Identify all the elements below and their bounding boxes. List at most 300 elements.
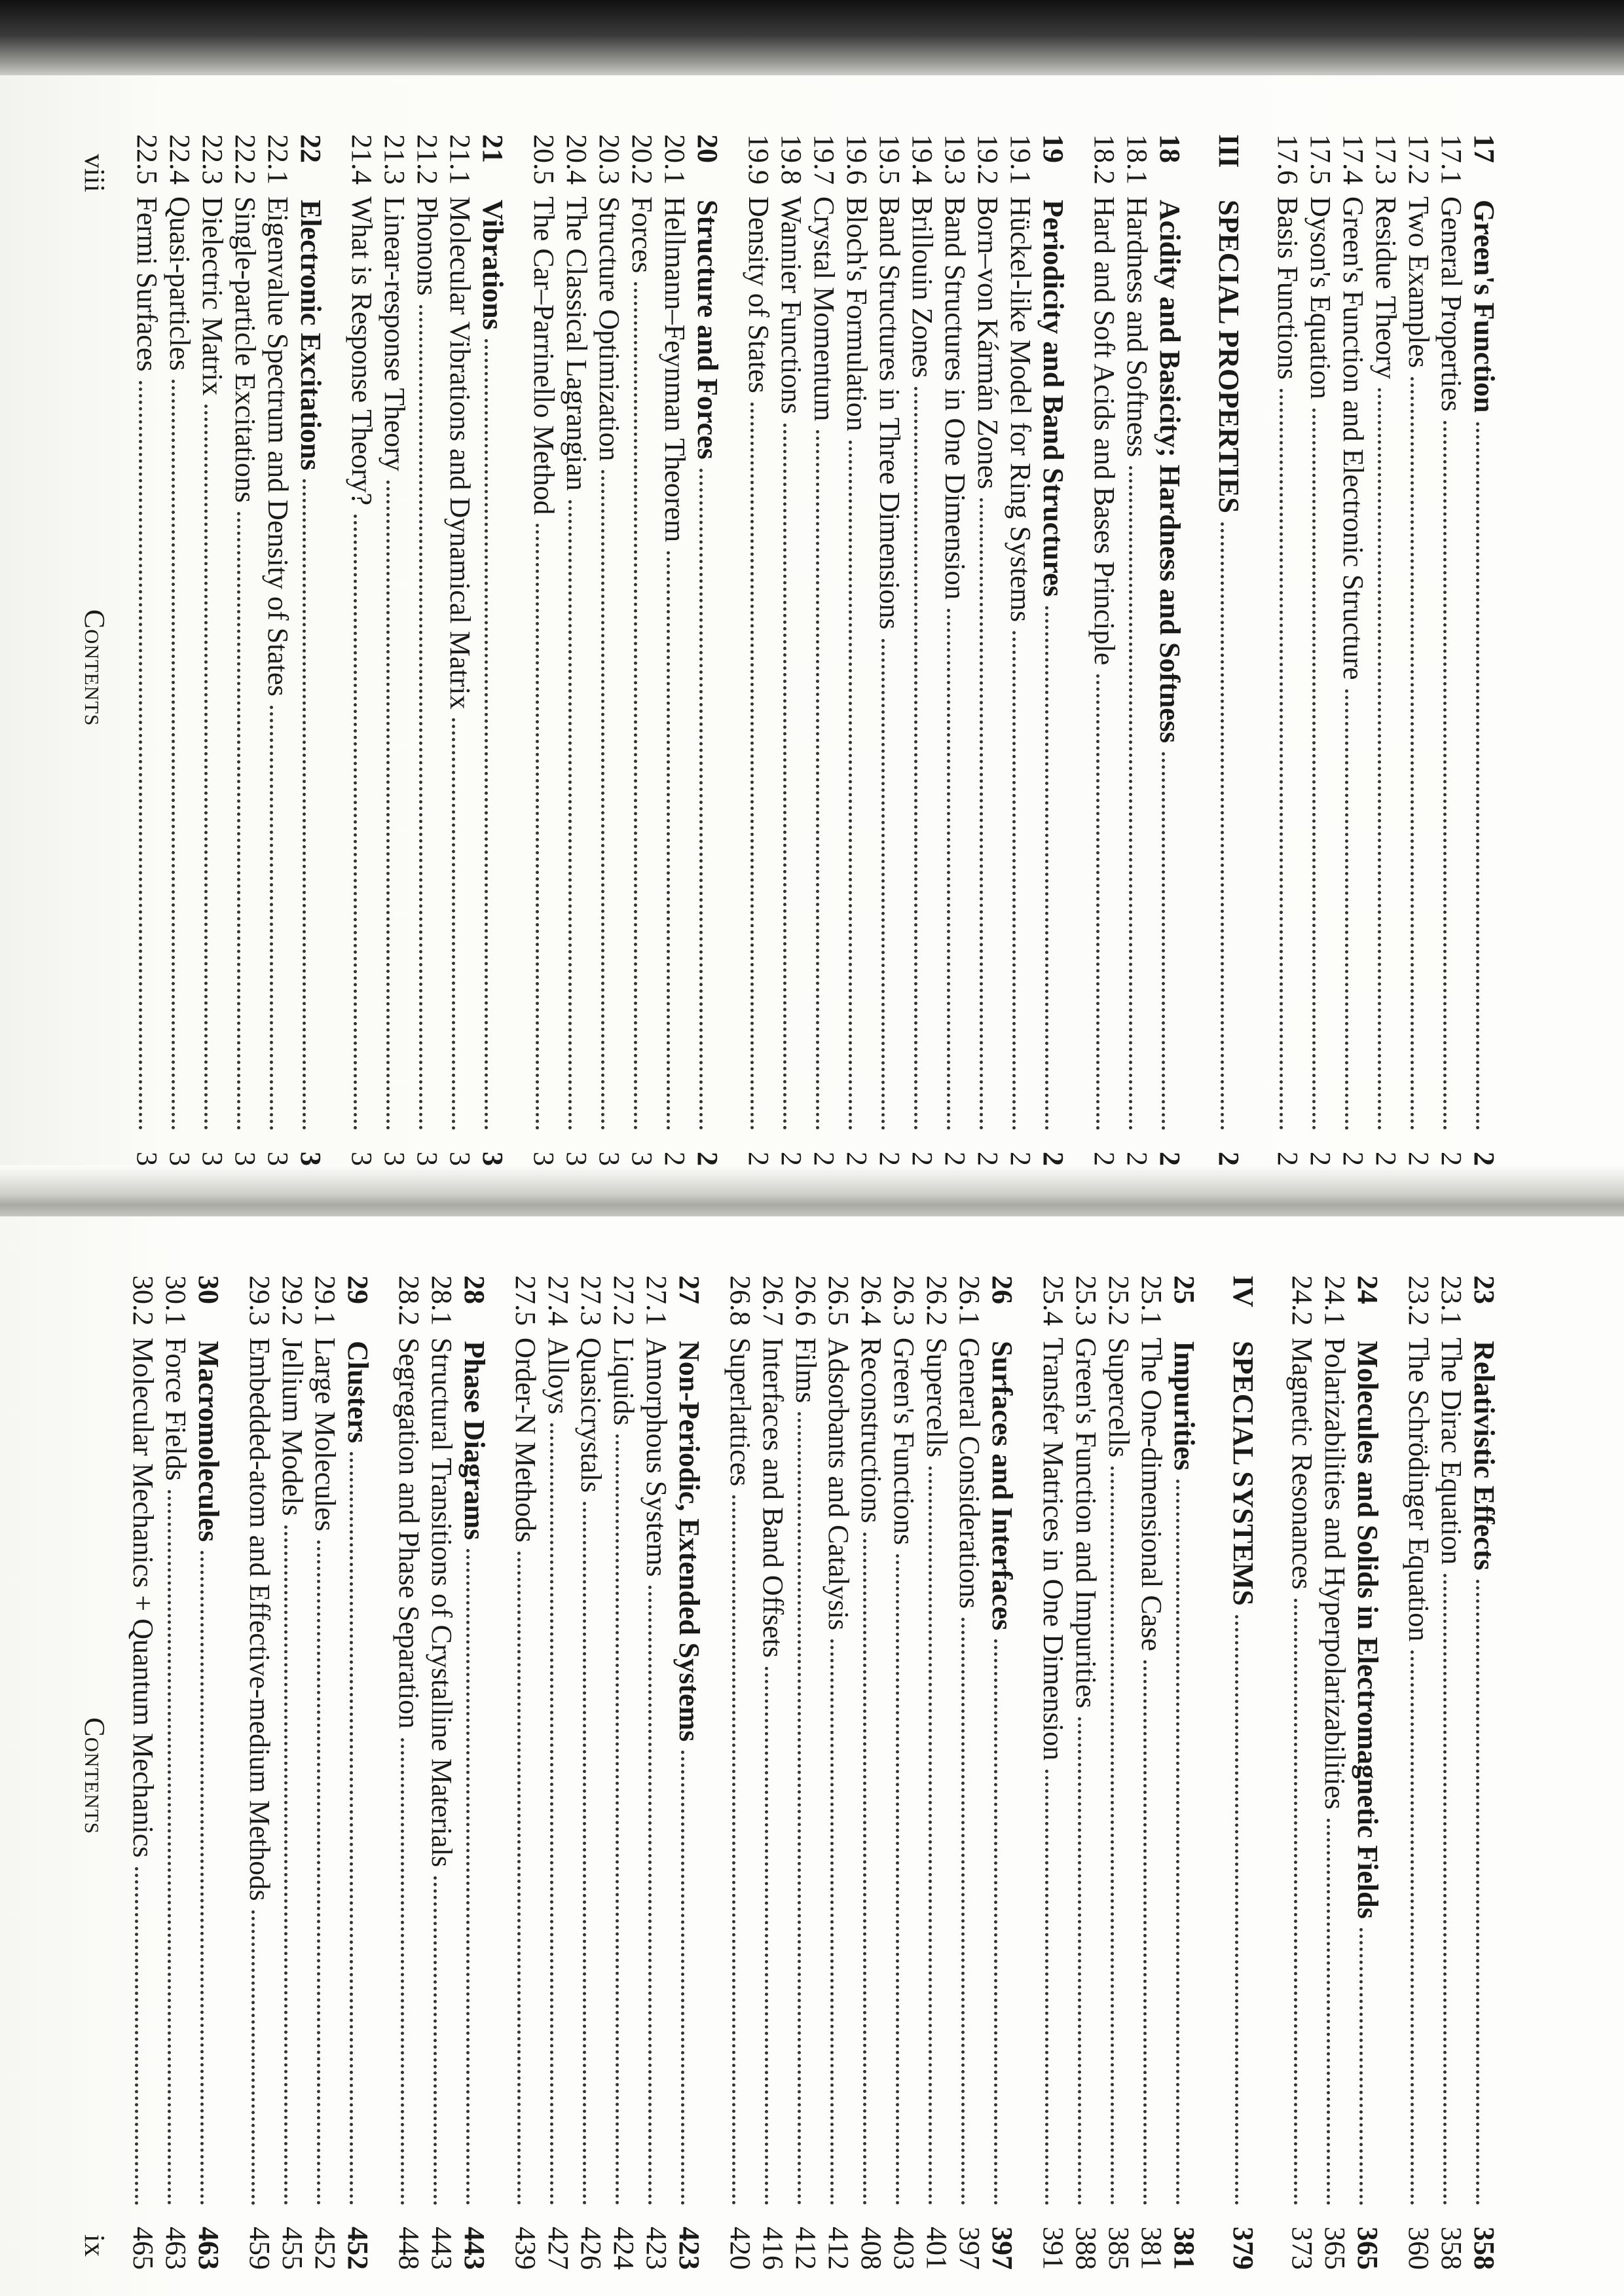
toc-section-entry [1272, 134, 1304, 1195]
toc-entry-num: 17.2 [1403, 134, 1435, 185]
toc-entry-num: 21.4 [346, 134, 378, 185]
dot-leader [700, 469, 703, 1130]
toc-entry-title: Embedded-atom and Effective-medium Methods [244, 1338, 276, 1901]
toc-entry-num: 21.1 [444, 134, 476, 185]
toc-entry-num: 28.1 [426, 1275, 458, 1326]
toc-part-entry [1213, 134, 1246, 1195]
dot-leader [733, 1495, 736, 2205]
toc-section-entry [378, 134, 411, 1195]
toc-entry-page: 423 [673, 2227, 705, 2270]
toc-entry-title: Eigenvalue Spectrum and Density of States [262, 196, 294, 697]
toc-entry-title: The Classical Lagrangian [561, 196, 593, 491]
dot-leader [635, 282, 638, 1130]
toc-entry-title: Hard and Soft Acids and Bases Principle [1088, 196, 1120, 666]
toc-section-entry [542, 1275, 575, 2270]
dot-leader [583, 1502, 587, 2205]
toc-entry-title: Force Fields [160, 1338, 192, 1481]
toc-section-entry [757, 1275, 790, 2270]
dot-leader [864, 1533, 867, 2205]
toc-chapter-entry [1154, 134, 1187, 1195]
toc-entry-num: 19.3 [939, 134, 971, 185]
toc-entry-num: 22.3 [196, 134, 229, 185]
toc-entry-num: 26.3 [888, 1275, 920, 1326]
toc-entry-title: Quasicrystals [575, 1338, 607, 1493]
toc-entry-num: 22 [295, 134, 327, 163]
toc-entry-num: 19.6 [841, 134, 873, 185]
toc-entry-page: 465 [127, 2227, 159, 2270]
dot-leader [168, 1490, 172, 2205]
toc-entry-title: Linear-response Theory [378, 196, 411, 471]
toc-entry-num: 27.1 [640, 1275, 673, 1326]
dot-leader [1144, 1660, 1147, 2205]
toc-section-entry [626, 134, 659, 1195]
dot-leader [1444, 421, 1447, 1130]
toc-entry-num: 24.1 [1319, 1275, 1351, 1326]
toc-section-entry [1337, 134, 1370, 1195]
dot-leader [831, 1639, 834, 2205]
dot-leader [980, 498, 984, 1130]
dot-leader [238, 512, 241, 1130]
toc-section-entry [743, 134, 775, 1195]
toc-entry-title: Forces [626, 196, 658, 274]
toc-chapter-entry [692, 134, 724, 1195]
toc-entry-title: Supercells [1103, 1338, 1135, 1458]
toc-entry-num: 21 [477, 134, 509, 163]
dot-leader [1079, 1717, 1082, 2205]
toc-chapter-entry [1168, 1275, 1201, 2270]
dot-leader [995, 1639, 998, 2205]
toc-entry-title: Order-N Methods [509, 1338, 542, 1543]
toc-entry-num: 28.2 [393, 1275, 425, 1326]
dot-leader [1111, 1467, 1115, 2205]
toc-entry-num: 27.4 [542, 1275, 574, 1326]
toc-entry-title: Structural Transitions of Crystalline Materials [426, 1338, 458, 1868]
toc-entry-title: Vibrations [477, 200, 509, 330]
right-page [0, 1216, 1624, 2296]
toc-entry-title: Quasi-particles [164, 196, 196, 371]
toc-section-entry [393, 1275, 426, 2270]
toc-section-entry [1286, 1275, 1319, 2270]
toc-section-entry [906, 134, 939, 1195]
toc-entry-num: 25.4 [1037, 1275, 1069, 1326]
toc-section-entry [1435, 134, 1468, 1195]
toc-section-entry [160, 1275, 193, 2270]
toc-entry-title: Molecular Vibrations and Dynamical Matrix [444, 196, 476, 710]
toc-entry-title: Reconstructions [855, 1338, 887, 1523]
dot-leader [518, 1552, 521, 2205]
toc-entry-page: 358 [1435, 2227, 1467, 2270]
toc-entry-title: Surfaces and Interfaces [986, 1341, 1018, 1631]
toc-entry-title: Green's Function and Electronic Structure [1337, 196, 1369, 680]
toc-entry-page: 391 [1037, 2227, 1069, 2270]
toc-entry-num: 19 [1037, 134, 1069, 163]
dot-leader [1162, 752, 1166, 1130]
toc-entry-num: 26 [986, 1275, 1018, 1304]
toc-entry-title: Structure Optimization [593, 196, 625, 462]
toc-entry-num: 22.4 [164, 134, 196, 185]
toc-section-entry [1319, 1275, 1352, 2270]
toc-entry-page: 365 [1319, 2227, 1351, 2270]
toc-entry-title: Periodicity and Band Structures [1037, 200, 1069, 597]
toc-section-entry [593, 134, 626, 1195]
toc-chapter-entry [342, 1275, 375, 2270]
toc-entry-page: 463 [160, 2227, 192, 2270]
toc-entry-num: 17 [1468, 134, 1500, 163]
toc-entry-title: SPECIAL PROPERTIES [1213, 200, 1245, 513]
toc-entry-num: 25.3 [1070, 1275, 1102, 1326]
dot-leader [1295, 1599, 1298, 2205]
toc-entry-num: 25.2 [1103, 1275, 1135, 1326]
toc-section-entry [1403, 134, 1435, 1195]
dot-leader [536, 524, 540, 1130]
toc-entry-num: 20.2 [626, 134, 658, 185]
left-page [0, 75, 1624, 1221]
toc-entry-num: 20.3 [593, 134, 625, 185]
toc-entry-title: What is Response Theory? [346, 196, 378, 506]
dot-leader [136, 1867, 139, 2205]
toc-entry-num: IV [1227, 1275, 1259, 1307]
toc-section-entry [127, 1275, 160, 2270]
dot-leader [1327, 1819, 1331, 2205]
toc-entry-title: General Properties [1435, 196, 1467, 412]
toc-entry-page: 448 [393, 2227, 425, 2270]
toc-entry-num: 22.2 [229, 134, 261, 185]
toc-entry-title: SPECIAL SYSTEMS [1227, 1341, 1259, 1606]
dot-leader [1046, 1770, 1049, 2205]
toc-entry-page: 403 [888, 2227, 920, 2270]
toc-entry-title: The Car–Parrinello Method [528, 196, 560, 515]
toc-entry-num: 18.2 [1088, 134, 1120, 185]
toc-entry-title: Phase Diagrams [458, 1341, 490, 1540]
dot-leader [205, 405, 208, 1130]
toc-entry-num: 24.2 [1286, 1275, 1318, 1326]
dot-leader [682, 1751, 685, 2205]
toc-entry-page: 452 [342, 2227, 374, 2270]
dot-leader [1177, 1480, 1180, 2205]
toc-entry-title: Acidity and Basicity; Hardness and Softness [1154, 200, 1186, 744]
toc-entry-num: 20.5 [528, 134, 560, 185]
toc-entry-title: Hardness and Softness [1121, 196, 1153, 458]
toc-entry-page: 385 [1103, 2227, 1135, 2270]
toc-entry-title: Alloys [542, 1338, 574, 1415]
toc-section-entry [1304, 134, 1337, 1195]
toc-entry-page: 452 [309, 2227, 341, 2270]
dot-leader [1236, 1615, 1239, 2205]
toc-entry-page: 420 [724, 2227, 756, 2270]
toc-entry-title: Dyson's Equation [1304, 196, 1337, 399]
dot-leader [929, 1467, 932, 2205]
toc-entry-title: Green's Function [1468, 200, 1500, 413]
toc-entry-title: Supercells [921, 1338, 953, 1458]
toc-section-entry [808, 134, 841, 1195]
toc-entry-num: 17.6 [1272, 134, 1304, 185]
toc-section-entry [659, 134, 692, 1195]
toc-chapter-entry [193, 1275, 225, 2270]
toc-entry-title: Clusters [342, 1341, 374, 1444]
toc-entry-num: 27.3 [575, 1275, 607, 1326]
toc-entry-page: 358 [1468, 2227, 1500, 2270]
toc-entry-num: 19.2 [972, 134, 1004, 185]
toc-chapter-entry [295, 134, 327, 1195]
toc-entry-title: Electronic Excitations [295, 200, 327, 471]
toc-entry-num: 27.5 [509, 1275, 542, 1326]
left-page-header [59, 154, 111, 1182]
toc-entry-title: Films [790, 1338, 822, 1404]
dot-leader [452, 718, 456, 1130]
toc-entry-num: 26.6 [790, 1275, 822, 1326]
toc-entry-title: Wannier Functions [775, 196, 807, 414]
toc-entry-title: Density of States [743, 196, 775, 393]
dot-leader [882, 639, 885, 1130]
toc-entry-title: Basis Functions [1272, 196, 1304, 380]
toc-entry-num: III [1213, 134, 1245, 168]
toc-section-entry [790, 1275, 822, 2270]
toc-entry-num: 30.1 [160, 1275, 192, 1326]
toc-chapter-entry [986, 1275, 1019, 2270]
toc-section-entry [244, 1275, 276, 2270]
toc-section-entry [1435, 1275, 1468, 2270]
toc-entry-num: 19.5 [874, 134, 906, 185]
toc-section-entry [953, 1275, 986, 2270]
dot-leader [602, 470, 605, 1130]
dot-leader [1360, 1928, 1363, 2205]
toc-section-entry [921, 1275, 953, 2270]
toc-section-entry [509, 1275, 542, 2270]
toc-entry-title: The One-dimensional Case [1135, 1338, 1168, 1651]
dot-leader [270, 706, 274, 1130]
toc-entry-title: Phonons [411, 196, 443, 296]
right-toc [127, 1275, 1519, 2270]
dot-leader [1221, 522, 1225, 1130]
toc-entry-num: 26.2 [921, 1275, 953, 1326]
toc-entry-page: 373 [1286, 2227, 1318, 2270]
toc-entry-title: Residue Theory [1370, 196, 1402, 380]
toc-entry-title: Segregation and Phase Separation [393, 1338, 425, 1729]
toc-entry-title: Magnetic Resonances [1286, 1338, 1318, 1590]
dot-leader [817, 430, 820, 1130]
toc-section-entry [346, 134, 378, 1195]
toc-entry-title: Band Structures in Three Dimensions [874, 196, 906, 630]
toc-entry-page: 455 [276, 2227, 308, 2270]
toc-entry-num: 18.1 [1121, 134, 1153, 185]
toc-entry-num: 24 [1352, 1275, 1384, 1304]
toc-entry-title: Large Molecules [309, 1338, 341, 1532]
toc-entry-title: Amorphous Systems [640, 1338, 673, 1577]
dot-leader [896, 1554, 900, 2205]
toc-section-entry [276, 1275, 309, 2270]
dot-leader [201, 1551, 204, 2205]
toc-entry-page: 360 [1403, 2227, 1435, 2270]
dot-leader [285, 1525, 288, 2205]
dot-leader [420, 305, 423, 1130]
toc-entry-num: 26.7 [757, 1275, 789, 1326]
dot-leader [784, 424, 787, 1130]
dot-leader [616, 1434, 619, 2205]
toc-section-entry [1103, 1275, 1135, 2270]
dot-leader [962, 1618, 965, 2205]
toc-entry-num: 17.4 [1337, 134, 1369, 185]
toc-entry-num: 22.5 [131, 134, 163, 185]
toc-entry-title: Born–von Kármán Zones [972, 196, 1004, 490]
toc-entry-num: 17.3 [1370, 134, 1402, 185]
dot-leader [1477, 1580, 1480, 2205]
toc-entry-num: 29.2 [276, 1275, 308, 1326]
toc-entry-num: 20 [692, 134, 724, 163]
toc-chapter-entry [477, 134, 509, 1195]
toc-entry-num: 21.2 [411, 134, 443, 185]
right-page-number: ix [79, 2234, 111, 2257]
toc-section-entry [608, 1275, 640, 2270]
toc-section-entry [1005, 134, 1037, 1195]
toc-section-entry [841, 134, 874, 1195]
dot-leader [434, 1876, 437, 2205]
toc-entry-num: 26.8 [724, 1275, 756, 1326]
dot-leader [766, 1667, 769, 2205]
toc-entry-num: 23.2 [1403, 1275, 1435, 1326]
toc-entry-num: 21.3 [378, 134, 411, 185]
dot-leader [1346, 689, 1349, 1130]
toc-entry-title: Single-particle Excitations [229, 196, 261, 503]
toc-entry-num: 26.5 [822, 1275, 855, 1326]
toc-section-entry [196, 134, 229, 1195]
toc-section-entry [1370, 134, 1403, 1195]
toc-entry-title: Transfer Matrices in One Dimension [1037, 1338, 1069, 1761]
toc-entry-page: 381 [1168, 2227, 1200, 2270]
toc-entry-title: Liquids [608, 1338, 640, 1426]
toc-entry-page: 424 [608, 2227, 640, 2270]
toc-entry-num: 30.2 [127, 1275, 159, 1326]
toc-part-entry [1227, 1275, 1260, 2270]
dot-leader [1046, 606, 1049, 1130]
dot-leader [139, 381, 143, 1130]
dot-leader [1411, 377, 1414, 1130]
dot-leader [1444, 1574, 1447, 2205]
toc-entry-title: Molecular Mechanics + Quantum Mechanics [127, 1338, 159, 1858]
toc-entry-page: 426 [575, 2227, 607, 2270]
toc-section-entry [444, 134, 477, 1195]
dot-leader [387, 481, 390, 1130]
toc-entry-num: 20.1 [659, 134, 691, 185]
toc-section-entry [309, 1275, 342, 2270]
toc-entry-num: 26.1 [953, 1275, 986, 1326]
dot-leader [915, 387, 918, 1130]
toc-entry-num: 19.7 [808, 134, 840, 185]
toc-entry-page: 463 [193, 2227, 225, 2270]
toc-entry-num: 17.5 [1304, 134, 1337, 185]
toc-entry-num: 19.8 [775, 134, 807, 185]
toc-entry-title: Brillouin Zones [906, 196, 938, 378]
toc-entry-num: 19.9 [743, 134, 775, 185]
dot-leader [401, 1738, 405, 2205]
toc-entry-page: 397 [986, 2227, 1018, 2270]
toc-entry-title: Green's Function and Impurities [1070, 1338, 1102, 1709]
toc-entry-page: 423 [640, 2227, 673, 2270]
dot-leader [649, 1586, 652, 2205]
toc-entry-num: 23 [1468, 1275, 1500, 1304]
toc-section-entry [262, 134, 295, 1195]
dot-leader [1280, 389, 1283, 1130]
toc-section-entry [164, 134, 196, 1195]
toc-entry-page: 401 [921, 2227, 953, 2270]
left-page-number: viii [79, 154, 111, 192]
toc-entry-num: 28 [458, 1275, 490, 1304]
dot-leader [303, 479, 306, 1130]
toc-section-entry [528, 134, 561, 1195]
toc-section-entry [822, 1275, 855, 2270]
toc-section-entry [874, 134, 906, 1195]
toc-entry-page: 379 [1227, 2227, 1259, 2270]
toc-chapter-entry [1468, 1275, 1501, 2270]
toc-entry-page: 459 [244, 2227, 276, 2270]
toc-section-entry [724, 1275, 757, 2270]
toc-entry-title: Hellmann–Feynman Theorem [659, 196, 691, 543]
toc-entry-page: 412 [822, 2227, 855, 2270]
toc-entry-num: 17.1 [1435, 134, 1467, 185]
toc-entry-title: Green's Functions [888, 1338, 920, 1546]
dot-leader [172, 380, 175, 1130]
toc-section-entry [1070, 1275, 1103, 2270]
toc-section-entry [775, 134, 808, 1195]
toc-chapter-entry [458, 1275, 491, 2270]
toc-section-entry [972, 134, 1005, 1195]
toc-entry-title: Non-Periodic, Extended Systems [673, 1341, 705, 1742]
dot-leader [354, 515, 358, 1130]
toc-entry-title: Two Examples [1403, 196, 1435, 369]
toc-section-entry [888, 1275, 921, 2270]
toc-section-entry [640, 1275, 673, 2270]
toc-entry-page: 416 [757, 2227, 789, 2270]
dot-leader [1378, 388, 1382, 1130]
toc-section-entry [561, 134, 593, 1195]
toc-entry-title: The Schrödinger Equation [1403, 1338, 1435, 1642]
toc-entry-title: Superlattices [724, 1338, 756, 1487]
toc-entry-title: Band Structures in One Dimension [939, 196, 971, 600]
toc-entry-num: 29.1 [309, 1275, 341, 1326]
dot-leader [798, 1412, 802, 2205]
dot-leader [551, 1423, 554, 2205]
left-toc [131, 134, 1519, 1195]
toc-entry-page: 381 [1135, 2227, 1168, 2270]
toc-entry-title: Relativistic Effects [1468, 1341, 1500, 1571]
toc-entry-num: 25 [1168, 1275, 1200, 1304]
toc-entry-page: 408 [855, 2227, 887, 2270]
dot-leader [849, 441, 853, 1130]
toc-entry-page: 388 [1070, 2227, 1102, 2270]
dot-leader [1477, 422, 1480, 1130]
toc-entry-num: 30 [193, 1275, 225, 1304]
toc-section-entry [1403, 1275, 1435, 2270]
toc-section-entry [855, 1275, 888, 2270]
toc-section-entry [1135, 1275, 1168, 2270]
toc-entry-title: General Considerations [953, 1338, 986, 1609]
toc-entry-num: 20.4 [561, 134, 593, 185]
dot-leader [485, 339, 489, 1130]
toc-entry-page: 412 [790, 2227, 822, 2270]
scan-shadow-top [0, 0, 1624, 79]
toc-entry-title: Structure and Forces [692, 200, 724, 460]
toc-entry-num: 27 [673, 1275, 705, 1304]
dot-leader [1130, 466, 1133, 1130]
dot-leader [948, 609, 951, 1130]
toc-entry-title: Fermi Surfaces [131, 196, 163, 372]
toc-entry-page: 365 [1352, 2227, 1384, 2270]
toc-entry-title: Macromolecules [193, 1341, 225, 1542]
toc-entry-num: 25.1 [1135, 1275, 1168, 1326]
dot-leader [252, 1910, 255, 2205]
dot-leader [1097, 674, 1100, 1130]
toc-entry-num: 19.1 [1005, 134, 1037, 185]
toc-entry-num: 29 [342, 1275, 374, 1304]
